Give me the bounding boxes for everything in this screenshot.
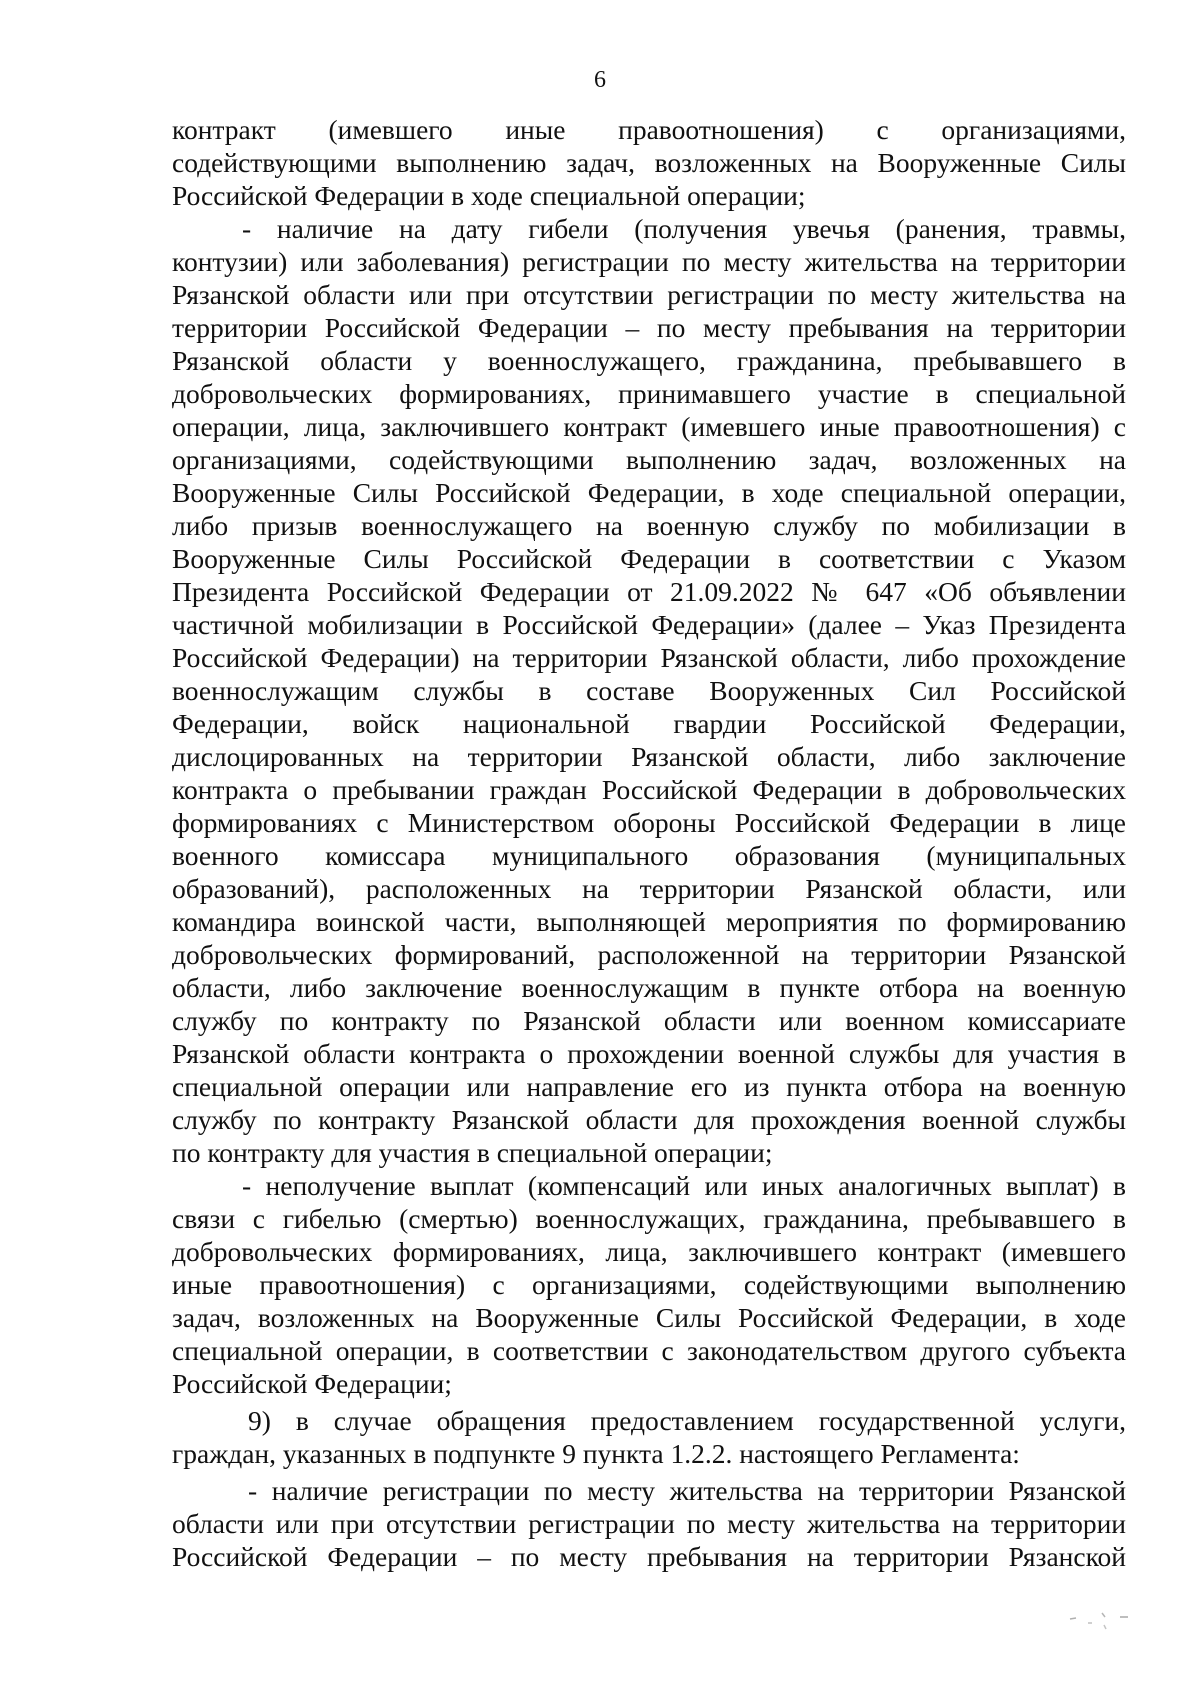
text-line: военнослужащим службы в составе Вооруженных Сил Российской xyxy=(172,675,1126,706)
text-line: Рязанской области контракта о прохождении военной службы для участия в xyxy=(172,1038,1126,1069)
text-line: иные правоотношения) с организациями, содействующими выполнению xyxy=(172,1269,1126,1300)
page-number: 6 xyxy=(594,67,606,93)
text-line: Российской Федерации в ходе специальной операции; xyxy=(172,180,806,211)
text-line: - наличие на дату гибели (получения увечья (ранения, травмы, xyxy=(242,213,1126,244)
text-line: организациями, содействующими выполнению задач, возложенных на xyxy=(172,444,1126,475)
text-line: Российской Федерации; xyxy=(172,1368,452,1399)
text-line: добровольческих формированиях, лица, заключившего контракт (имевшего xyxy=(172,1236,1126,1267)
text-line: специальной операции или направление его из пункта отбора на военную xyxy=(172,1071,1126,1102)
text-line: образований), расположенных на территории Рязанской области, или xyxy=(172,873,1126,904)
text-line: - неполучение выплат (компенсаций или иных аналогичных выплат) в xyxy=(242,1170,1126,1201)
text-line: Вооруженные Силы Российской Федерации в соответствии с Указом xyxy=(172,543,1126,574)
text-line: военного комиссара муниципального образования (муниципальных xyxy=(172,840,1126,871)
text-line: Российской Федерации) на территории Рязанской области, либо прохождение xyxy=(172,642,1126,673)
text-line: либо призыв военнослужащего на военную службу по мобилизации в xyxy=(172,510,1126,541)
text-line: службу по контракту по Рязанской области или военном комиссариате xyxy=(172,1005,1126,1036)
text-line: дислоцированных на территории Рязанской области, либо заключение xyxy=(172,741,1126,772)
text-line: связи с гибелью (смертью) военнослужащих, гражданина, пребывавшего в xyxy=(172,1203,1126,1234)
text-line: добровольческих формирований, расположенной на территории Рязанской xyxy=(172,939,1126,970)
text-line: командира воинской части, выполняющей мероприятия по формированию xyxy=(172,906,1126,937)
text-line: - наличие регистрации по месту жительства на территории Рязанской xyxy=(248,1475,1126,1506)
text-line: Рязанской области или при отсутствии регистрации по месту жительства на xyxy=(172,279,1126,310)
text-line: контузии) или заболевания) регистрации по месту жительства на территории xyxy=(172,246,1126,277)
text-line: контракт (имевшего иные правоотношения) с организациями, xyxy=(172,114,1126,145)
text-line: частичной мобилизации в Российской Федерации» (далее – Указ Президента xyxy=(172,609,1126,640)
text-line: по контракту для участия в специальной операции; xyxy=(172,1137,773,1168)
text-line: Российской Федерации – по месту пребывания на территории Рязанской xyxy=(172,1541,1126,1572)
scan-artifact-marks xyxy=(1066,1609,1136,1633)
text-line: области, либо заключение военнослужащим в пункте отбора на военную xyxy=(172,972,1126,1003)
text-line: формированиях с Министерством обороны Российской Федерации в лице xyxy=(172,807,1126,838)
text-line: Рязанской области у военнослужащего, гражданина, пребывавшего в xyxy=(172,345,1126,376)
text-line: 9) в случае обращения предоставлением государственной услуги, xyxy=(248,1405,1126,1436)
text-line: специальной операции, в соответствии с законодательством другого субъекта xyxy=(172,1335,1126,1366)
text-line: Вооруженные Силы Российской Федерации, в ходе специальной операции, xyxy=(172,477,1126,508)
text-line: контракта о пребывании граждан Российской Федерации в добровольческих xyxy=(172,774,1126,805)
text-line: операции, лица, заключившего контракт (имевшего иные правоотношения) с xyxy=(172,411,1126,442)
text-line: Президента Российской Федерации от 21.09.2022 № 647 «Об объявлении xyxy=(172,576,1126,607)
document-body xyxy=(172,113,1126,1573)
text-line: граждан, указанных в подпункте 9 пункта 1.2.2. настоящего Регламента: xyxy=(172,1438,1020,1469)
text-line: задач, возложенных на Вооруженные Силы Российской Федерации, в ходе xyxy=(172,1302,1126,1333)
text-line: добровольческих формированиях, принимавшего участие в специальной xyxy=(172,378,1126,409)
text-line: содействующими выполнению задач, возложенных на Вооруженные Силы xyxy=(172,147,1126,178)
text-line: Федерации, войск национальной гвардии Российской Федерации, xyxy=(172,708,1126,739)
text-line: территории Российской Федерации – по месту пребывания на территории xyxy=(172,312,1126,343)
text-line: области или при отсутствии регистрации по месту жительства на территории xyxy=(172,1508,1126,1539)
text-line: службу по контракту Рязанской области для прохождения военной службы xyxy=(172,1104,1126,1135)
